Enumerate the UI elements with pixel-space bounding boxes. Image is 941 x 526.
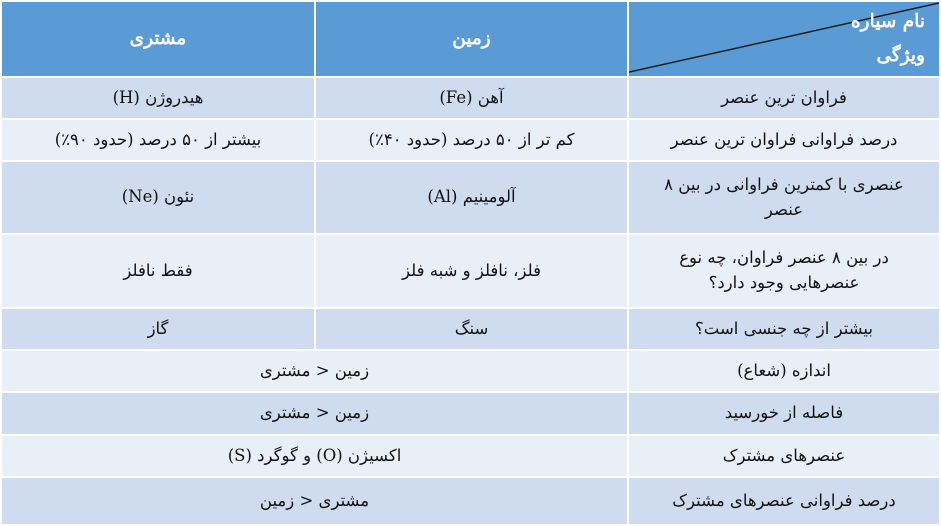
earth-value-cell: آلومینیم (Al) [315,161,628,234]
table-row [1,350,940,392]
merged-value-cell: زمین < مشتری [1,392,628,435]
table-row [1,308,940,350]
table-row [1,435,940,477]
property-cell: فاصله از خورسید [628,392,940,435]
merged-value-cell: اکسیژن (O) و گوگرد (S) [1,435,628,477]
property-header: ویژگی [876,45,925,67]
earth-value-cell: فلز، نافلز و شبه فلز [315,234,628,308]
table-row [1,477,940,525]
table-row [1,119,940,161]
earth-value-cell: سنگ [315,308,628,350]
merged-value-cell: مشتری < زمین [1,477,628,525]
table-row [1,392,940,435]
property-cell: درصد فراوانی فراوان ترین عنصر [628,119,940,161]
property-cell: عنصری با کمترین فراوانی در بین ۸ عنصر [628,161,940,234]
earth-value-cell: آهن (Fe) [315,77,628,119]
property-cell: فراوان ترین عنصر [628,77,940,119]
property-cell: عنصرهای مشترک [628,435,940,477]
jupiter-column-header: مشتری [1,1,315,77]
property-cell: بیشتر از چه جنسی است؟ [628,308,940,350]
jupiter-value-cell: فقط نافلز [1,234,315,308]
property-cell: در بین ۸ عنصر فراوان، چه نوع عنصرهایی وجود دارد؟ [628,234,940,308]
table-row [1,234,940,308]
jupiter-value-cell: گاز [1,308,315,350]
table-row [1,161,940,234]
property-cell: اندازه (شعاع) [628,350,940,392]
earth-column-header: زمین [315,1,628,77]
jupiter-value-cell: بیشتر از ۵۰ درصد (حدود ۹۰٪) [1,119,315,161]
table-row [1,77,940,119]
planet-name-header: نام سیاره [850,11,925,32]
earth-value-cell: کم تر از ۵۰ درصد (حدود ۴۰٪) [315,119,628,161]
jupiter-value-cell: نئون (Ne) [1,161,315,234]
property-cell: درصد فراوانی عنصرهای مشترک [628,477,940,525]
jupiter-value-cell: هیدروژن (H) [1,77,315,119]
corner-header-cell [628,1,940,77]
merged-value-cell: زمین < مشتری [1,350,628,392]
header-row [1,1,940,77]
